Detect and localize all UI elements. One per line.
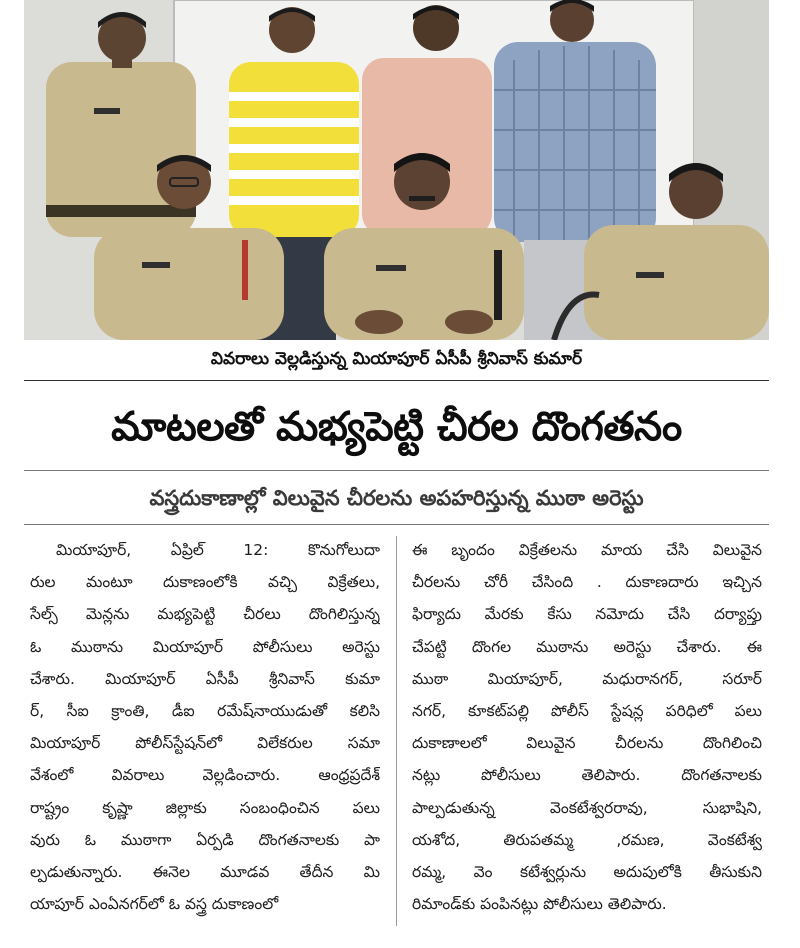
body-line: ల్పడుతున్నారు. ఈనెల మూడవ తేదీన మి (30, 862, 380, 881)
body-line: దుకాణాలలో విలువైన చీరలను దొంగిలించి (412, 734, 762, 753)
article-subheadline: వస్త్రదుకాణాల్లో విలువైన చీరలను అపహరిస్తున్న ముఠా అరెస్టు (149, 486, 644, 510)
body-line: నట్లు పోలీసులు తెలిపారు. దొంగతనాలకు (412, 766, 762, 785)
article-right-column (412, 534, 762, 920)
body-line: ముఠా మియాపూర్, మధురానగర్, సరూర్ (412, 669, 762, 688)
body-line: రుల మంటూ దుకాణంలోకి వచ్చి విక్రేతలు, (30, 573, 380, 592)
body-line: రమ్మ, వెం కటేశ్వర్లును అదుపులోకి తీసుకుని (412, 862, 762, 881)
body-line: యాపూర్ ఎంఏనగర్‌లో ఓ వస్త్ర దుకాణంలో (30, 895, 279, 914)
body-line: ఓ ముఠాను మియాపూర్ పోలీసులు అరెస్టు (30, 637, 380, 656)
caption-rule (24, 380, 769, 381)
body-line: రాష్ట్రం కృష్ణా జిల్లాకు సంబంధించిన పలు (30, 798, 380, 817)
press-meet-illustration (24, 0, 769, 340)
body-line: వేశంలో వివరాలు వెల్లడించారు. ఆంధ్రప్రదేశ్ (30, 766, 380, 785)
body-line: రిమాండ్‌కు పంపినట్లు పోలీసులు తెలిపారు. (412, 895, 667, 914)
body-line: మియాపూర్, ఏప్రిల్ 12: కొనుగోలుదా (56, 541, 380, 559)
article-left-column (30, 534, 380, 920)
body-line: మియాపూర్ పోలీస్‌స్టేషన్‌లో విలేకరుల సమా (30, 734, 380, 753)
body-line: సేల్స్ మెన్లను మభ్యపెట్టి చీరలు దొంగిలిస్తున్న (30, 605, 380, 624)
photo-caption: వివరాలు వెల్లడిస్తున్న మియాపూర్ ఏసీపీ శ్రీనివాస్ కుమార్ (210, 349, 583, 369)
press-meet-photo (24, 0, 769, 340)
headline-rule (24, 470, 769, 471)
body-line: ఈ బృందం విక్రేతలను మాయ చేసి విలువైన (412, 541, 762, 559)
article-headline: మాటలతో మభ్యపెట్టి చీరల దొంగతనం (111, 404, 682, 450)
body-line: చీరలను చోరీ చేసింది . దుకాణదారు ఇచ్చిన (412, 573, 762, 592)
body-line: ఫిర్యాదు మేరకు కేసు నమోదు చేసి దర్యాప్తు (412, 605, 762, 624)
body-line: వురు ఓ ముఠాగా ఏర్పడి దొంగతనాలకు పా (30, 830, 380, 849)
body-line: చేపట్టి దొంగల ముఠాను అరెస్టు చేశారు. ఈ (412, 637, 762, 656)
column-divider (396, 536, 397, 926)
body-line: ర్, సీఐ క్రాంతి, డీఐ రమేష్‌నాయుడుతో కలిసి (30, 701, 380, 720)
body-line: నగర్, కూకట్‌పల్లి పోలీస్ స్టేషన్ల పరిధిలో పలు (412, 701, 762, 720)
body-line: చేశారు. మియాపూర్ ఏసీపీ శ్రీనివాస్ కుమా (30, 669, 380, 688)
subheadline-rule (24, 524, 769, 525)
body-line: యశోద, తిరుపతమ్మ ,రమణ, వెంకటేశ్వ (412, 830, 762, 849)
body-line: పాల్పడుతున్న వెంకటేశ్వరరావు, సుభాషిని, (412, 798, 762, 817)
